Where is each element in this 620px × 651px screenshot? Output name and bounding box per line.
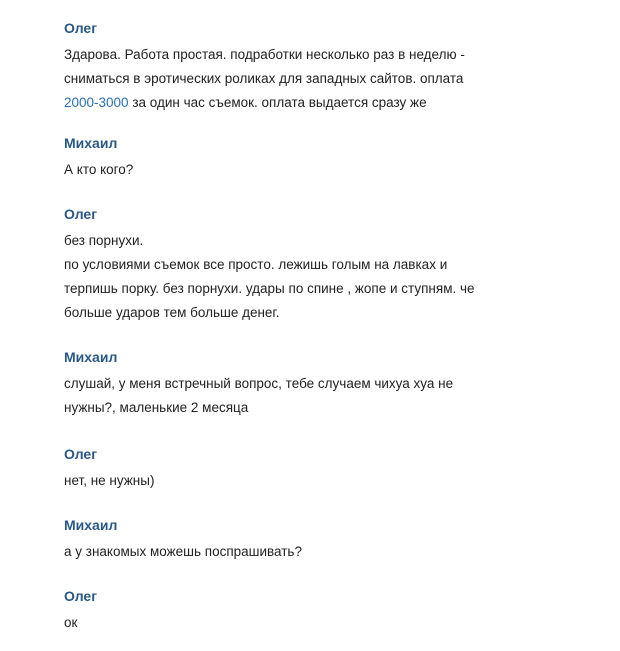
message-author[interactable]: Олег (64, 206, 98, 222)
message-text-line: по условиями съемок все просто. лежишь голым на лавках и (64, 257, 448, 272)
message-author[interactable]: Олег (64, 588, 98, 604)
message-author[interactable]: Михаил (64, 135, 118, 151)
message-author[interactable]: Олег (64, 446, 98, 462)
message-text-line: Здарова. Работа простая. подработки несколько раз в неделю - (64, 47, 465, 62)
message (64, 444, 584, 493)
message-text-line: нет, не нужны) (64, 473, 155, 488)
message (64, 347, 584, 420)
message (64, 18, 584, 115)
message-author[interactable]: Михаил (64, 349, 118, 365)
message-text-line: без порнухи. (64, 233, 144, 248)
chat-thread (64, 18, 584, 635)
message-author[interactable]: Олег (64, 20, 98, 36)
message-text-line: слушай, у меня встречный вопрос, тебе случаем чихуа хуа не (64, 376, 454, 391)
message-author[interactable]: Михаил (64, 517, 118, 533)
message (64, 586, 584, 635)
message-text-line: больше ударов тем больше денег. (64, 305, 280, 320)
message-text-line: нужны?, маленькие 2 месяца (64, 400, 249, 415)
message-text-fragment: за один час съемок. оплата выдается сразу же (128, 95, 427, 110)
message-text-line: ок (64, 615, 78, 630)
message (64, 133, 584, 182)
message (64, 204, 584, 325)
message-text-line: терпишь порку. без порнухи. удары по спине , жопе и ступням. че (64, 281, 475, 296)
message-text-line: а у знакомых можешь поспрашивать? (64, 544, 302, 559)
message-text-line (64, 91, 584, 115)
phone-number-link[interactable]: 2000-3000 (64, 95, 129, 110)
message-text-line: сниматься в эротических роликах для западных сайтов. оплата (64, 71, 464, 86)
message (64, 515, 584, 564)
message-text-line: А кто кого? (64, 162, 134, 177)
